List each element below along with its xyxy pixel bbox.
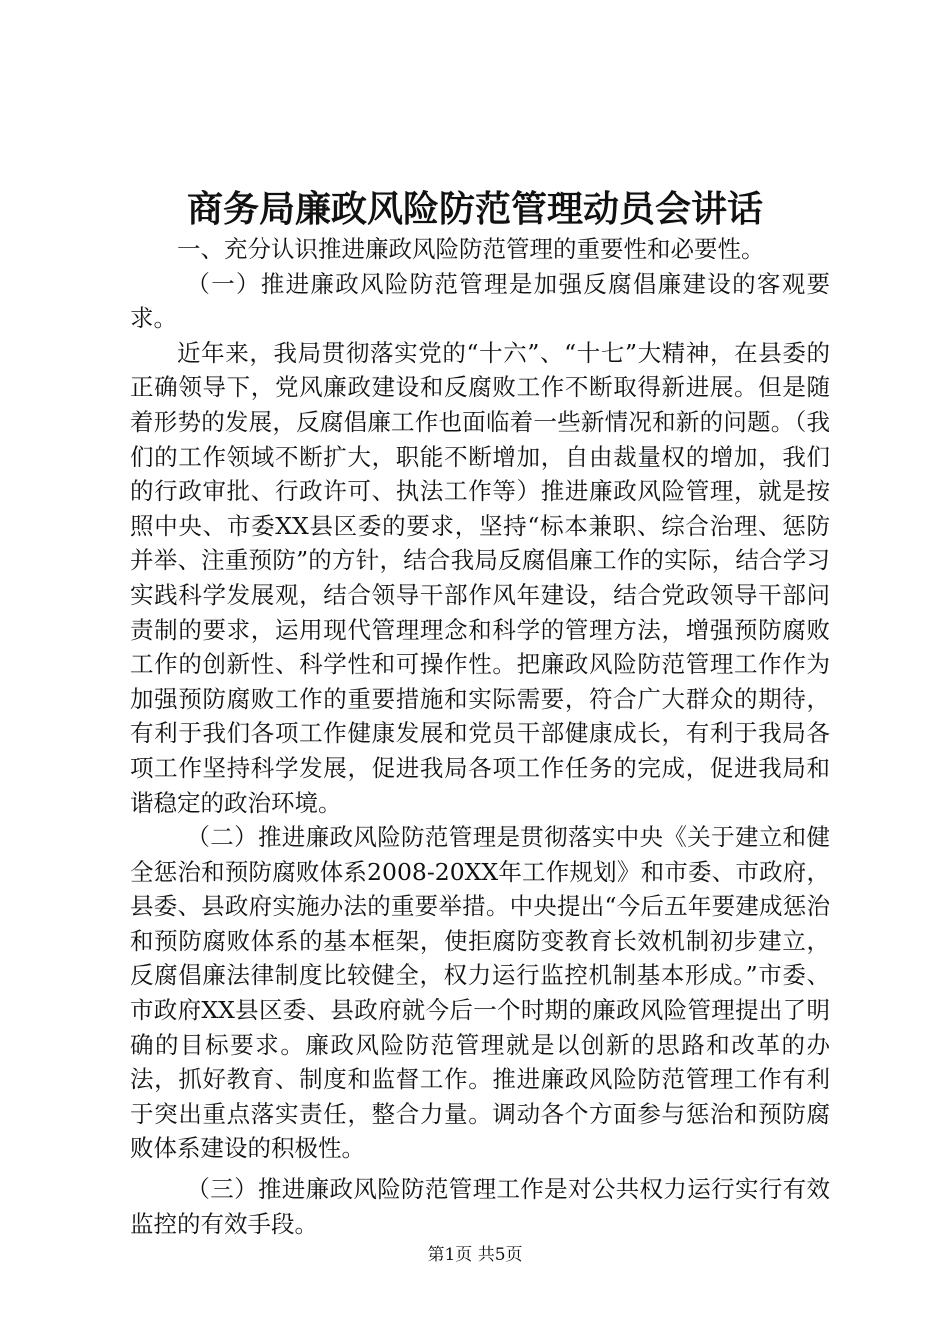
page-footer: 第1页 共5页 [427, 1245, 523, 1265]
body-paragraph-1: 近年来，我局贯彻落实党的“十六”、“十七”大精神，在县委的正确领导下，党风廉政建设和反腐败工作不断取得新进展。但是随着形势的发展，反腐倡廉工作也面临着一些新情况和新的问题。（我们的工作领域不断扩大，职能不断增加，自由裁量权的增加，我们的行政审批、行政许可、执法工作等）推进廉政风险管理，就是按照中央、市委XX县区委的要求，坚持“标本兼职、综合治理、惩防并举、注重预防”的方针，结合我局反腐倡廉工作的实际，结合学习实践科学发展观，结合领导干部作风年建设，结合党政领导干部问责制的要求，运用现代管理理念和科学的管理方法，增强预防腐败工作的创新性、科学性和可操作性。把廉政风险防范管理工作作为加强预防腐败工作的重要措施和实际需要，符合广大群众的期待，有利于我们各项工作健康发展和党员干部健康成长，有利于我局各项工作坚持科学发展，促进我局各项工作任务的完成，促进我局和谐稳定的政治环境。 [130, 338, 830, 817]
subsection-heading-2: （二）推进廉政风险防范管理是贯彻落实中央《关于建立和健全惩治和预防腐败体系2008-20XX年工作规划》和市委、市政府，县委、县政府实施办法的重要举措。中央提出“今后五年要建成惩治和预防腐败体系的基本框架，使拒腐防变教育长效机制初步建立，反腐倡廉法律制度比较健全，权力运行监控机制基本形成。”市委、市政府XX县区委、县政府就今后一个时期的廉政风险管理提出了明确的目标要求。廉政风险防范管理就是以创新的思路和改革的办法，抓好教育、制度和监督工作。推进廉政风险防范管理工作有利于突出重点落实责任，整合力量。调动各个方面参与惩治和预防腐败体系建设的积极性。 [130, 823, 830, 1163]
subsection-heading-3: （三）推进廉政风险防范管理工作是对公共权力运行实行有效监控的有效手段。 [130, 1175, 830, 1238]
document-body [130, 232, 830, 1241]
section-heading-1: 一、充分认识推进廉政风险防范管理的重要性和必要性。 [177, 235, 765, 263]
subsection-heading-1: （一）推进廉政风险防范管理是加强反腐倡廉建设的客观要求。 [130, 269, 830, 333]
document-title: 商务局廉政风险防范管理动员会讲话 [186, 188, 763, 230]
